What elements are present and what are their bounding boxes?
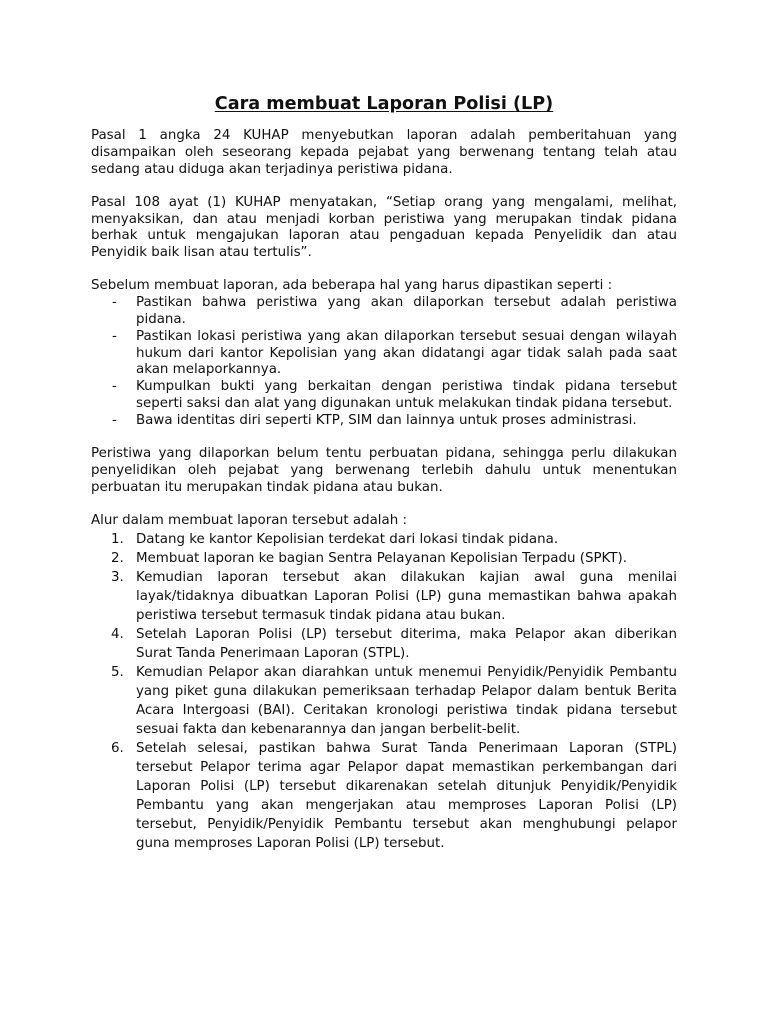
step-number: 2. [111, 550, 124, 566]
step-text: Kemudian laporan tersebut akan dilakukan kajian awal guna menilai layak/tidaknya dibuatkan Laporan Polisi (LP) guna memastikan bahwa apakah peristiwa tersebut termasuk tindak pidana atau bukan. [136, 569, 677, 623]
step-number: 3. [111, 569, 124, 585]
list-item [91, 549, 677, 568]
list-item [91, 295, 677, 329]
checklist-intro: Sebelum membuat laporan, ada beberapa hal yang harus dipastikan seperti : [91, 278, 613, 294]
paragraph-gap [91, 262, 677, 278]
list-item [91, 329, 677, 379]
list-item [91, 379, 677, 413]
paragraph-pasal-108: Pasal 108 ayat (1) KUHAP menyatakan, “Setiap orang yang mengalami, melihat, menyaksikan, dan atau menjadi korban peristiwa yang merupakan tindak pidana berhak untuk mengajukan laporan atau pengaduan kepada Penyelidik dan atau Penyidik baik lisan atau tertulis”. [91, 194, 677, 261]
list-item [91, 739, 677, 853]
paragraph-gap [91, 496, 677, 512]
paragraph-gap [91, 178, 677, 194]
list-item [91, 568, 677, 625]
step-text: Membuat laporan ke bagian Sentra Pelayanan Kepolisian Terpadu (SPKT). [136, 550, 627, 566]
list-item [91, 625, 677, 663]
dash-marker: - [112, 412, 117, 428]
step-number: 6. [111, 740, 124, 756]
dash-marker: - [112, 379, 117, 395]
step-text: Kemudian Pelapor akan diarahkan untuk menemui Penyidik/Penyidik Pembantu yang piket guna dilakukan pemeriksaan terhadap Pelapor dalam bentuk Berita Acara Intergoasi (BAI). Ceritakan kronologi peristiwa tindak pidana tersebut sesuai fakta dan kebenarannya dan jangan berbelit-belit. [136, 664, 677, 737]
document-title: Cara membuat Laporan Polisi (LP) [214, 94, 554, 114]
dash-marker: - [112, 295, 117, 311]
paragraph-investigation: Peristiwa yang dilaporkan belum tentu perbuatan pidana, sehingga perlu dilakukan penyelidikan oleh pejabat yang berwenang terlebih dahulu untuk menentukan perbuatan itu merupakan tindak pidana atau bukan. [91, 445, 677, 495]
dash-marker: - [112, 328, 117, 344]
list-item [91, 530, 677, 549]
paragraph-kuhap-definition: Pasal 1 angka 24 KUHAP menyebutkan laporan adalah pemberitahuan yang disampaikan oleh seseorang kepada pejabat yang berwenang tentang telah atau sedang atau diduga akan terjadinya peristiwa pidana. [91, 128, 677, 177]
list-item-text: Bawa identitas diri seperti KTP, SIM dan lainnya untuk proses administrasi. [136, 412, 637, 428]
procedure-steps [91, 530, 677, 853]
document-page [91, 93, 677, 853]
step-number: 5. [111, 664, 124, 680]
list-item-text: Kumpulkan bukti yang berkaitan dengan peristiwa tindak pidana tersebut seperti saksi dan alat yang digunakan untuk melakukan tindak pidana tersebut. [136, 379, 677, 411]
list-item-text: Pastikan bahwa peristiwa yang akan dilaporkan tersebut adalah peristiwa pidana. [136, 295, 677, 327]
paragraph-gap [91, 430, 677, 446]
step-number: 4. [111, 626, 124, 642]
checklist-list [91, 295, 677, 429]
list-item-text: Pastikan lokasi peristiwa yang akan dilaporkan tersebut sesuai dengan wilayah hukum dari kantor Kepolisian yang akan didatangi agar tidak salah pada saat akan melaporkannya. [136, 328, 677, 378]
step-number: 1. [111, 531, 124, 547]
step-text: Setelah selesai, pastikan bahwa Surat Tanda Penerimaan Laporan (STPL) tersebut Pelapor terima agar Pelapor dapat memastikan perkembangan dari Laporan Polisi (LP) tersebut dikarenakan setelah ditunjuk Penyidik/Penyidik Pembantu yang akan mengerjakan atau memproses Laporan Polisi (LP) tersebut, Penyidik/Penyidik Pembantu tersebut akan menghubungi pelapor guna memproses Laporan Polisi (LP) tersebut. [136, 740, 677, 851]
procedure-intro: Alur dalam membuat laporan tersebut adalah : [91, 512, 407, 528]
list-item [91, 663, 677, 739]
step-text: Datang ke kantor Kepolisian terdekat dari lokasi tindak pidana. [136, 531, 559, 547]
step-text: Setelah Laporan Polisi (LP) tersebut diterima, maka Pelapor akan diberikan Surat Tanda Penerimaan Laporan (STPL). [136, 626, 677, 661]
list-item [91, 413, 677, 430]
